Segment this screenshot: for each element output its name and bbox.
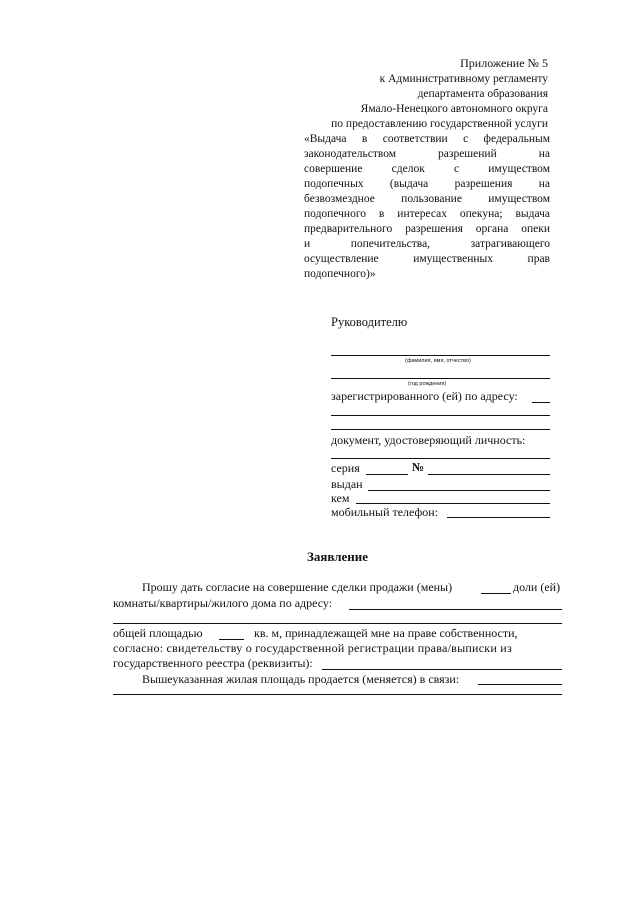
p1-line-1: Прошу дать согласие на совершение сделки продажи (мены) — [142, 580, 453, 594]
fio-line[interactable] — [331, 355, 550, 356]
registered-blank[interactable] — [532, 402, 550, 403]
statement-title: Заявление — [307, 549, 369, 564]
registry-blank[interactable] — [322, 669, 562, 670]
series-label: серия — [331, 461, 360, 475]
address-blank-1[interactable] — [349, 609, 562, 610]
header-line-4: Ямало-Ненецкого автономного округа — [360, 103, 548, 115]
p3-line-1: Вышеуказанная жилая площадь продается (меняется) в связи: — [142, 672, 460, 686]
id-document-label: документ, удостоверяющий личность: — [331, 433, 526, 447]
header-line-2: к Административному регламенту — [379, 73, 548, 85]
p2-line-2: согласно: свидетельству о государственной регистрации права/выписки из — [113, 641, 512, 655]
service-name-line-9: осуществление имущественных прав — [304, 253, 550, 265]
header-line-5: по предоставлению государственной услуги — [331, 118, 548, 130]
header-line-1: Приложение № 5 — [460, 56, 548, 70]
mobile-label: мобильный телефон: — [331, 505, 439, 519]
number-blank[interactable] — [428, 474, 550, 475]
series-blank[interactable] — [366, 474, 408, 475]
service-name-line-2: законодательством разрешений на — [304, 148, 550, 160]
p1-share: доли (ей) — [513, 580, 561, 594]
address-line-1[interactable] — [331, 415, 550, 416]
p2-line-3: государственного реестра (реквизиты): — [113, 656, 313, 670]
service-name-line-7: предварительного разрешения органа опеки — [304, 223, 550, 235]
area-blank[interactable] — [219, 639, 244, 640]
reason-blank-1[interactable] — [478, 684, 562, 685]
fio-caption: (фамилия, имя, отчество) — [405, 358, 471, 364]
service-name-line-10: подопечного)» — [304, 268, 376, 280]
service-name-line-3: совершение сделок с имуществом — [304, 163, 550, 175]
header-line-3: департамента образования — [417, 88, 548, 100]
p1-line-2: комнаты/квартиры/жилого дома по адресу: — [113, 596, 333, 610]
p2-line-1b: кв. м, принадлежащей мне на праве собственности, — [254, 626, 518, 640]
registered-label: зарегистрированного (ей) по адресу: — [331, 389, 518, 403]
address-line-2[interactable] — [331, 429, 550, 430]
addressee-to: Руководителю — [331, 315, 408, 329]
p2-line-1a: общей площадью — [113, 626, 203, 640]
id-document-line[interactable] — [331, 458, 550, 459]
service-name-line-4: подопечных (выдача разрешения на — [304, 178, 550, 190]
address-blank-2[interactable] — [113, 623, 562, 624]
number-label: № — [412, 460, 425, 474]
service-name-line-5: безвозмездное пользование имуществом — [304, 193, 550, 205]
issued-blank[interactable] — [368, 490, 550, 491]
service-name-line-1: «Выдача в соответствии с федеральным — [304, 133, 550, 145]
issued-label: выдан — [331, 477, 363, 491]
by-whom-label: кем — [331, 491, 350, 505]
mobile-blank[interactable] — [447, 517, 550, 518]
dob-line[interactable] — [331, 378, 550, 379]
service-name-line-8: и попечительства, затрагивающего — [304, 238, 550, 250]
dob-caption: (год рождения) — [408, 381, 447, 387]
reason-blank-2[interactable] — [113, 694, 562, 695]
service-name-line-6: подопечного в интересах опекуна; выдача — [304, 208, 550, 220]
share-blank[interactable] — [481, 593, 511, 594]
by-whom-blank[interactable] — [356, 503, 550, 504]
